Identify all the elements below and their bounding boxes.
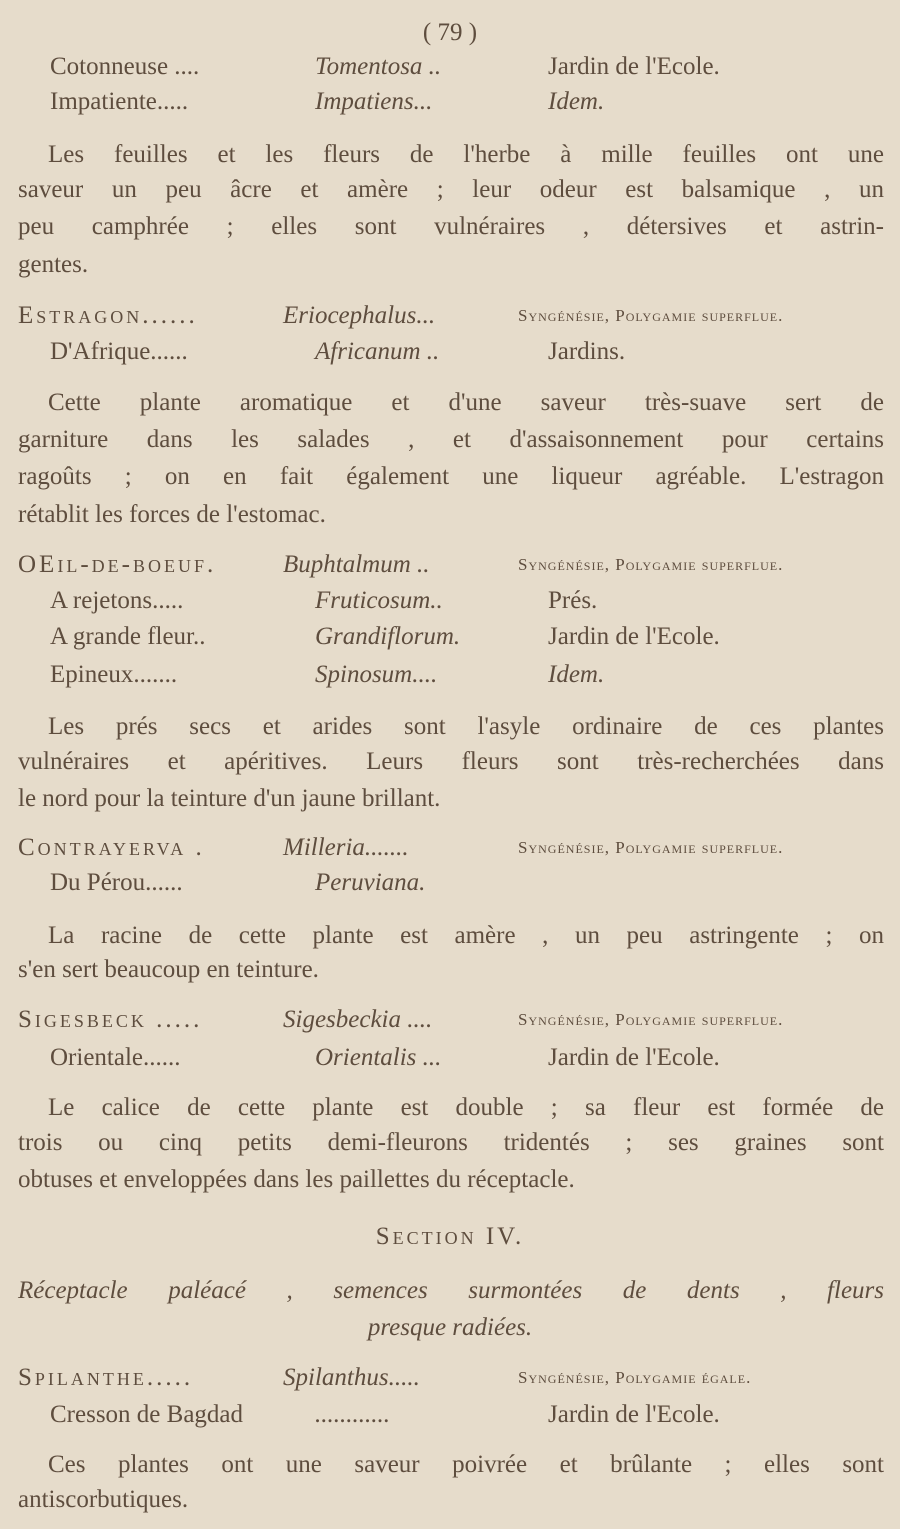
paragraph-line: Les feuilles et les fleurs de l'herbe à mille feuilles ont une [48,141,884,168]
species-name: Orientale...... [50,1044,181,1071]
species-name: Cresson de Bagdad [50,1401,244,1428]
species-name: Du Pérou...... [50,869,183,896]
latin-name: Buphtalmum .. [283,551,430,578]
species-name: D'Afrique...... [50,338,188,365]
paragraph-line: Les prés secs et arides sont l'asyle ordinaire de ces plantes [48,713,884,740]
paragraph-line: Le calice de cette plante est double ; sa fleur est formée de [48,1094,884,1121]
paragraph-line: obtuses et enveloppées dans les paillettes du réceptacle. [18,1166,575,1193]
paragraph-line: rétablit les forces de l'estomac. [18,501,326,528]
genus-name: Contrayerva . [18,834,205,861]
paragraph-line: Ces plantes ont une saveur poivrée et brûlante ; elles sont [48,1451,884,1478]
species-name: Epineux....... [50,661,178,688]
latin-name: Eriocephalus... [283,302,436,329]
genus-name: OEil-de-boeuf. [18,551,217,578]
latin-name: ............ [315,1401,390,1428]
classification: Syngénésie, Polygamie superflue. [518,306,784,325]
classification: Syngénésie, Polygamie superflue. [518,555,784,574]
latin-name: Africanum .. [315,338,440,365]
habitat: Idem. [548,661,605,688]
paragraph-line: s'en sert beaucoup en teinture. [18,956,319,983]
paragraph-line: ragoûts ; on en fait également une liqueur agréable. L'estragon [18,463,884,490]
paragraph-line: antiscorbutiques. [18,1486,189,1513]
section-description: Réceptacle paléacé , semences surmontées de dents , fleurs [18,1277,884,1304]
section-description: presque radiées. [367,1314,533,1341]
latin-name: Milleria....... [283,834,409,861]
latin-name: Impatiens... [315,88,433,115]
page-number: ( 79 ) [422,19,478,46]
genus-name: Estragon...... [18,302,198,329]
latin-name: Tomentosa .. [315,53,442,80]
latin-name: Peruviana. [315,869,426,896]
habitat: Prés. [548,587,598,614]
paragraph-line: La racine de cette plante est amère , un peu astringente ; on [48,922,884,949]
paragraph-line: Cette plante aromatique et d'une saveur très-suave sert de [48,389,884,416]
habitat: Jardin de l'Ecole. [548,623,720,650]
latin-name: Spilanthus..... [283,1364,420,1391]
classification: Syngénésie, Polygamie superflue. [518,838,784,857]
classification: Syngénésie, Polygamie égale. [518,1368,752,1387]
species-name: A rejetons..... [50,587,184,614]
latin-name: Sigesbeckia .... [283,1006,433,1033]
habitat: Jardin de l'Ecole. [548,53,720,80]
species-name: Impatiente..... [50,88,189,115]
species-name: A grande fleur.. [50,623,206,650]
section-heading: Section IV. [375,1223,525,1250]
habitat: Jardin de l'Ecole. [548,1044,720,1071]
paragraph-line: trois ou cinq petits demi-fleurons tridentés ; ses graines sont [18,1129,884,1156]
species-name: Cotonneuse .... [50,53,200,80]
paragraph-line: garniture dans les salades , et d'assaisonnement pour certains [18,426,884,453]
habitat: Jardin de l'Ecole. [548,1401,720,1428]
genus-name: Spilanthe..... [18,1364,194,1391]
paragraph-line: saveur un peu âcre et amère ; leur odeur est balsamique , un [18,176,884,203]
paragraph-line: le nord pour la teinture d'un jaune brillant. [18,785,441,812]
latin-name: Spinosum.... [315,661,438,688]
classification: Syngénésie, Polygamie superflue. [518,1010,784,1029]
latin-name: Grandiflorum. [315,623,461,650]
habitat: Idem. [548,88,605,115]
paragraph-line: vulnéraires et apéritives. Leurs fleurs sont très-recherchées dans [18,748,884,775]
habitat: Jardins. [548,338,626,365]
genus-name: Sigesbeck ..... [18,1006,203,1033]
latin-name: Orientalis ... [315,1044,442,1071]
paragraph-line: peu camphrée ; elles sont vulnéraires , détersives et astrin- [18,213,884,240]
paragraph-line: gentes. [18,251,89,278]
latin-name: Fruticosum.. [315,587,443,614]
